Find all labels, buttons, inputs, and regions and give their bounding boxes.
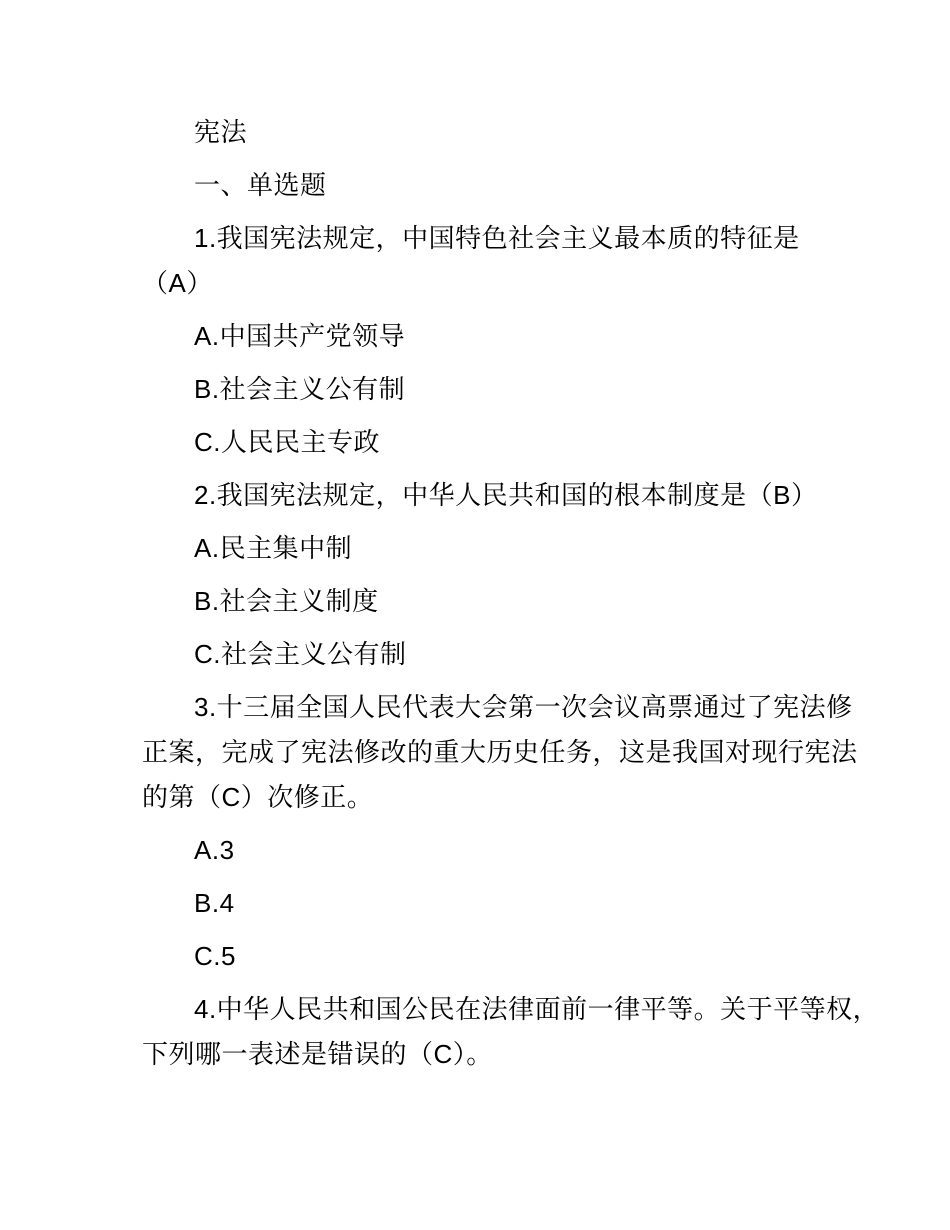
text-line: B.4 [194,888,235,918]
text-line: 正案，完成了宪法修改的重大历史任务，这是我国对现行宪法 [142,737,858,767]
text-line: 下列哪一表述是错误的（C）。 [142,1039,493,1069]
text-line: 2.我国宪法规定，中华人民共和国的根本制度是（B） [194,480,818,510]
question-2-option-a [142,526,892,571]
text-line: C.人民民主专政 [194,427,381,457]
text-line: 3.十三届全国人民代表大会第一次会议高票通过了宪法修 [194,692,853,722]
question-1-option-a [142,314,892,359]
question-2-option-c [142,632,892,677]
question-1 [142,216,892,306]
document-body [142,110,892,1077]
text-line: C.5 [194,941,236,971]
question-2-option-b [142,579,892,624]
text-line: C.社会主义公有制 [194,639,407,669]
section-heading [142,163,892,208]
text-line: 宪法 [194,117,248,147]
text-line: A.民主集中制 [194,533,353,563]
question-1-option-b [142,367,892,412]
text-line: 的第（C）次修正。 [142,782,374,812]
question-4 [142,987,892,1077]
text-line: （A） [142,268,213,298]
text-line: 一、单选题 [194,170,327,200]
question-3-option-c [142,934,892,979]
document-title [142,110,892,155]
question-1-option-c [142,420,892,465]
text-line: A.3 [194,835,235,865]
text-line: 1.我国宪法规定，中国特色社会主义最本质的特征是 [194,223,800,253]
question-3 [142,685,892,820]
text-line: A.中国共产党领导 [194,321,406,351]
text-line: 4.中华人民共和国公民在法律面前一律平等。关于平等权， [194,994,880,1024]
text-line: B.社会主义公有制 [194,374,406,404]
question-3-option-a [142,828,892,873]
question-2 [142,473,892,518]
text-line: B.社会主义制度 [194,586,379,616]
question-3-option-b [142,881,892,926]
